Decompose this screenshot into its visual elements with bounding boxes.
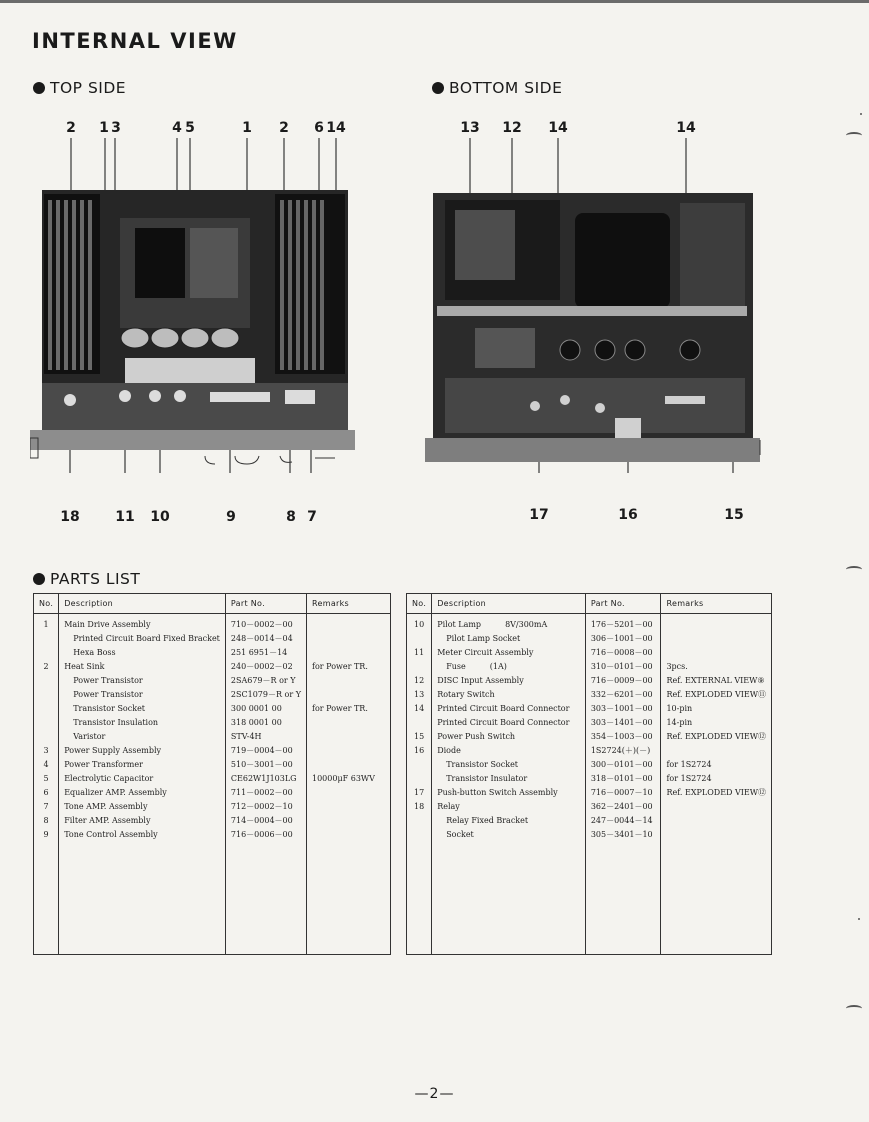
item-remarks bbox=[307, 799, 391, 813]
item-part-number: CE62W1J103LG bbox=[225, 771, 306, 785]
table-row bbox=[34, 659, 391, 673]
item-number: 3 bbox=[34, 743, 59, 757]
description-text: Equalizer AMP. Assembly bbox=[64, 787, 167, 797]
item-description bbox=[59, 757, 226, 771]
item-number: 5 bbox=[34, 771, 59, 785]
item-description bbox=[59, 785, 226, 799]
table-row bbox=[407, 785, 772, 799]
callout-number: 9 bbox=[226, 509, 236, 525]
item-number bbox=[407, 771, 432, 785]
callout-number: 16 bbox=[618, 507, 638, 523]
item-part-number: 362－2401－00 bbox=[585, 799, 661, 813]
description-text: Printed Circuit Board Connector bbox=[437, 703, 570, 713]
item-description bbox=[432, 827, 586, 841]
item-description bbox=[59, 659, 226, 673]
item-description bbox=[59, 743, 226, 757]
header-description: Description bbox=[59, 594, 226, 614]
description-text: Rotary Switch bbox=[437, 689, 495, 699]
item-part-number: 712－0002－10 bbox=[225, 799, 306, 813]
item-part-number: 176－5201－00 bbox=[585, 614, 661, 632]
item-remarks bbox=[307, 673, 391, 687]
table-row bbox=[34, 757, 391, 771]
table-row bbox=[34, 614, 391, 632]
description-text: Pilot Lamp Socket bbox=[446, 633, 521, 643]
item-description bbox=[59, 614, 226, 632]
table-header-row bbox=[34, 594, 391, 614]
description-text: Power Transformer bbox=[64, 759, 143, 769]
item-part-number: 310－0101－00 bbox=[585, 659, 661, 673]
table-row bbox=[407, 645, 772, 659]
item-description bbox=[432, 771, 586, 785]
item-description bbox=[59, 687, 226, 701]
description-text: Transistor Socket bbox=[73, 703, 146, 713]
item-description bbox=[59, 645, 226, 659]
description-text: Power Transistor bbox=[73, 675, 143, 685]
item-number bbox=[34, 729, 59, 743]
callout-number: 4 bbox=[172, 120, 182, 136]
table-header-row bbox=[407, 594, 772, 614]
table-row bbox=[407, 757, 772, 771]
item-remarks: for Power TR. bbox=[307, 659, 391, 673]
item-number: 18 bbox=[407, 799, 432, 813]
item-number bbox=[34, 687, 59, 701]
item-description bbox=[432, 673, 586, 687]
item-description bbox=[432, 799, 586, 813]
item-description bbox=[432, 743, 586, 757]
empty-cell bbox=[225, 841, 306, 955]
description-text: Diode bbox=[437, 745, 461, 755]
callout-number: 2 bbox=[279, 120, 289, 136]
item-remarks bbox=[661, 614, 772, 632]
item-part-number: 2SA679－R or Y bbox=[225, 673, 306, 687]
header-no: No. bbox=[34, 594, 59, 614]
table-row bbox=[407, 631, 772, 645]
item-number: 7 bbox=[34, 799, 59, 813]
item-part-number: 2SC1079－R or Y bbox=[225, 687, 306, 701]
item-description bbox=[432, 659, 586, 673]
item-part-number: 303－1401－00 bbox=[585, 715, 661, 729]
description-text: Transistor Insulation bbox=[73, 717, 159, 727]
item-number bbox=[407, 715, 432, 729]
item-remarks: 10-pin bbox=[661, 701, 772, 715]
item-number bbox=[34, 631, 59, 645]
item-number bbox=[34, 715, 59, 729]
item-part-number: 716－0006－00 bbox=[225, 827, 306, 841]
item-remarks bbox=[307, 631, 391, 645]
item-remarks bbox=[307, 715, 391, 729]
item-number: 11 bbox=[407, 645, 432, 659]
callout-number: 18 bbox=[60, 509, 80, 525]
item-part-number: 318 0001 00 bbox=[225, 715, 306, 729]
scan-speck bbox=[860, 113, 862, 115]
description-spec: 8V/300mA bbox=[505, 619, 548, 629]
item-remarks bbox=[307, 645, 391, 659]
item-remarks: 10000μF 63WV bbox=[307, 771, 391, 785]
bullet-icon bbox=[33, 573, 45, 585]
header-remarks: Remarks bbox=[307, 594, 391, 614]
item-part-number: 716－0008－00 bbox=[585, 645, 661, 659]
callout-number: 12 bbox=[502, 120, 522, 136]
page-number: —2— bbox=[414, 1086, 455, 1102]
bullet-icon bbox=[432, 82, 444, 94]
callout-number: 14 bbox=[548, 120, 568, 136]
bullet-icon bbox=[33, 82, 45, 94]
table-row bbox=[34, 743, 391, 757]
item-number: 12 bbox=[407, 673, 432, 687]
item-remarks bbox=[661, 813, 772, 827]
table-row bbox=[407, 813, 772, 827]
item-number: 4 bbox=[34, 757, 59, 771]
empty-cell bbox=[585, 841, 661, 955]
parts-table-right bbox=[406, 593, 772, 955]
item-description bbox=[59, 813, 226, 827]
item-number: 1 bbox=[34, 614, 59, 632]
item-part-number: 247－0044－14 bbox=[585, 813, 661, 827]
header-part-no: Part No. bbox=[225, 594, 306, 614]
item-description bbox=[59, 729, 226, 743]
item-remarks bbox=[661, 743, 772, 757]
item-part-number: STV-4H bbox=[225, 729, 306, 743]
item-remarks bbox=[661, 799, 772, 813]
item-remarks bbox=[307, 785, 391, 799]
table-row bbox=[407, 687, 772, 701]
item-part-number: 1S2724(＋)(－) bbox=[585, 743, 661, 757]
table-filler-row bbox=[34, 841, 391, 955]
page-title: INTERNAL VIEW bbox=[32, 29, 238, 53]
item-description bbox=[59, 799, 226, 813]
description-text: Transistor Insulator bbox=[446, 773, 528, 783]
description-text: Socket bbox=[446, 829, 474, 839]
header-part-no: Part No. bbox=[585, 594, 661, 614]
table-row bbox=[407, 729, 772, 743]
item-part-number: 710－0002－00 bbox=[225, 614, 306, 632]
callout-number: 7 bbox=[307, 509, 317, 525]
item-part-number: 714－0004－00 bbox=[225, 813, 306, 827]
header-description: Description bbox=[432, 594, 586, 614]
item-remarks: Ref. EXPLODED VIEW⑪ bbox=[661, 687, 772, 701]
item-number: 2 bbox=[34, 659, 59, 673]
item-remarks bbox=[307, 827, 391, 841]
description-text: Relay bbox=[437, 801, 460, 811]
description-text: Relay Fixed Bracket bbox=[446, 815, 529, 825]
table-row bbox=[34, 687, 391, 701]
table-row bbox=[34, 813, 391, 827]
table-row bbox=[34, 799, 391, 813]
item-remarks bbox=[661, 645, 772, 659]
table-row bbox=[407, 799, 772, 813]
bottom-side-photo bbox=[425, 138, 770, 473]
item-description bbox=[432, 757, 586, 771]
description-text: Fuse bbox=[446, 661, 466, 671]
item-part-number: 306－1001－00 bbox=[585, 631, 661, 645]
top-side-photo bbox=[30, 138, 370, 473]
table-row bbox=[34, 785, 391, 799]
item-part-number: 716－0007－10 bbox=[585, 785, 661, 799]
table-filler-row bbox=[407, 841, 772, 955]
scan-mark bbox=[846, 1005, 862, 1012]
table-row bbox=[407, 673, 772, 687]
table-row bbox=[34, 631, 391, 645]
table-row bbox=[34, 645, 391, 659]
item-remarks: Ref. EXTERNAL VIEW⑨ bbox=[661, 673, 772, 687]
description-text: Tone AMP. Assembly bbox=[64, 801, 148, 811]
item-number: 8 bbox=[34, 813, 59, 827]
top-side-heading bbox=[33, 79, 126, 97]
item-number bbox=[407, 631, 432, 645]
description-text: Meter Circuit Assembly bbox=[437, 647, 534, 657]
header-remarks: Remarks bbox=[661, 594, 772, 614]
item-number bbox=[34, 673, 59, 687]
item-description bbox=[432, 614, 586, 632]
description-text: Power Push Switch bbox=[437, 731, 516, 741]
item-description bbox=[432, 715, 586, 729]
item-remarks bbox=[307, 757, 391, 771]
table-row bbox=[407, 771, 772, 785]
item-description bbox=[432, 631, 586, 645]
empty-cell bbox=[34, 841, 59, 955]
item-part-number: 300－0101－00 bbox=[585, 757, 661, 771]
item-part-number: 510－3001－00 bbox=[225, 757, 306, 771]
description-text: Tone Control Assembly bbox=[64, 829, 158, 839]
empty-cell bbox=[307, 841, 391, 955]
description-text: Power Supply Assembly bbox=[64, 745, 162, 755]
item-number bbox=[34, 645, 59, 659]
callout-number: 8 bbox=[286, 509, 296, 525]
empty-cell bbox=[407, 841, 432, 955]
item-remarks: for 1S2724 bbox=[661, 771, 772, 785]
callout-number: 15 bbox=[724, 507, 744, 523]
description-text: Printed Circuit Board Connector bbox=[437, 717, 570, 727]
description-spec: (1A) bbox=[489, 661, 507, 671]
bottom-side-heading bbox=[432, 79, 562, 97]
item-part-number: 716－0009－00 bbox=[585, 673, 661, 687]
parts-list-heading bbox=[33, 570, 140, 588]
callout-number: 10 bbox=[150, 509, 170, 525]
item-remarks: for 1S2724 bbox=[661, 757, 772, 771]
item-number: 16 bbox=[407, 743, 432, 757]
item-remarks bbox=[307, 614, 391, 632]
table-row bbox=[34, 715, 391, 729]
empty-cell bbox=[432, 841, 586, 955]
header-no: No. bbox=[407, 594, 432, 614]
item-remarks bbox=[307, 813, 391, 827]
callout-number: 17 bbox=[529, 507, 549, 523]
callout-number: 3 bbox=[111, 120, 121, 136]
item-number: 15 bbox=[407, 729, 432, 743]
item-remarks: for Power TR. bbox=[307, 701, 391, 715]
table-row bbox=[407, 715, 772, 729]
table-row bbox=[407, 701, 772, 715]
description-text: Heat Sink bbox=[64, 661, 105, 671]
item-description bbox=[59, 827, 226, 841]
item-part-number: 305－3401－10 bbox=[585, 827, 661, 841]
item-number: 17 bbox=[407, 785, 432, 799]
top-rule bbox=[0, 0, 869, 3]
item-number bbox=[407, 813, 432, 827]
item-description bbox=[59, 771, 226, 785]
table-row bbox=[34, 771, 391, 785]
item-remarks: Ref. EXPLODED VIEW⑫ bbox=[661, 785, 772, 799]
description-text: Varistor bbox=[73, 731, 106, 741]
item-part-number: 240－0002－02 bbox=[225, 659, 306, 673]
item-number bbox=[407, 659, 432, 673]
item-remarks bbox=[307, 729, 391, 743]
item-description bbox=[59, 701, 226, 715]
item-part-number: 711－0002－00 bbox=[225, 785, 306, 799]
callout-number: 6 bbox=[314, 120, 324, 136]
callout-number: 2 bbox=[66, 120, 76, 136]
table-row bbox=[34, 673, 391, 687]
item-part-number: 354－1003－00 bbox=[585, 729, 661, 743]
item-description bbox=[432, 701, 586, 715]
table-row bbox=[34, 729, 391, 743]
item-description bbox=[432, 813, 586, 827]
callout-number: 14 bbox=[326, 120, 346, 136]
callout-number: 14 bbox=[676, 120, 696, 136]
item-part-number: 719－0004－00 bbox=[225, 743, 306, 757]
parts-table-left bbox=[33, 593, 391, 955]
item-part-number: 251 6951－14 bbox=[225, 645, 306, 659]
item-remarks bbox=[307, 687, 391, 701]
item-number: 13 bbox=[407, 687, 432, 701]
item-remarks bbox=[661, 827, 772, 841]
item-number bbox=[407, 827, 432, 841]
item-number bbox=[407, 757, 432, 771]
item-description bbox=[59, 715, 226, 729]
empty-cell bbox=[661, 841, 772, 955]
item-description bbox=[432, 729, 586, 743]
table-row bbox=[407, 827, 772, 841]
item-description bbox=[432, 687, 586, 701]
scan-speck bbox=[858, 918, 860, 920]
item-part-number: 248－0014－04 bbox=[225, 631, 306, 645]
item-number bbox=[34, 701, 59, 715]
description-text: Printed Circuit Board Fixed Bracket bbox=[73, 633, 220, 643]
scan-mark bbox=[846, 132, 862, 139]
empty-cell bbox=[59, 841, 226, 955]
item-remarks: 14-pin bbox=[661, 715, 772, 729]
item-remarks bbox=[307, 743, 391, 757]
table-row bbox=[407, 614, 772, 632]
table-row bbox=[407, 659, 772, 673]
item-number: 10 bbox=[407, 614, 432, 632]
item-remarks bbox=[661, 631, 772, 645]
item-number: 6 bbox=[34, 785, 59, 799]
callout-number: 5 bbox=[185, 120, 195, 136]
item-number: 9 bbox=[34, 827, 59, 841]
item-description bbox=[59, 631, 226, 645]
callout-number: 13 bbox=[460, 120, 480, 136]
item-part-number: 318－0101－00 bbox=[585, 771, 661, 785]
description-text: Power Transistor bbox=[73, 689, 143, 699]
scan-mark bbox=[846, 566, 862, 573]
description-text: DISC Input Assembly bbox=[437, 675, 524, 685]
description-text: Electrolytic Capacitor bbox=[64, 773, 154, 783]
callout-number: 1 bbox=[99, 120, 109, 136]
callout-number: 11 bbox=[115, 509, 135, 525]
table-row bbox=[407, 743, 772, 757]
item-number: 14 bbox=[407, 701, 432, 715]
item-remarks: Ref. EXPLODED VIEW⑫ bbox=[661, 729, 772, 743]
table-row bbox=[34, 827, 391, 841]
description-text: Transistor Socket bbox=[446, 759, 519, 769]
item-description bbox=[432, 785, 586, 799]
item-remarks: 3pcs. bbox=[661, 659, 772, 673]
description-text: Hexa Boss bbox=[73, 647, 116, 657]
item-description bbox=[432, 645, 586, 659]
item-part-number: 303－1001－00 bbox=[585, 701, 661, 715]
description-text: Filter AMP. Assembly bbox=[64, 815, 151, 825]
item-description bbox=[59, 673, 226, 687]
top-side-label: TOP SIDE bbox=[50, 79, 127, 97]
description-text: Main Drive Assembly bbox=[64, 619, 151, 629]
callout-number: 1 bbox=[242, 120, 252, 136]
table-row bbox=[34, 701, 391, 715]
parts-list-label: PARTS LIST bbox=[50, 570, 141, 588]
bottom-side-label: BOTTOM SIDE bbox=[449, 79, 563, 97]
description-text: Push-button Switch Assembly bbox=[437, 787, 558, 797]
item-part-number: 300 0001 00 bbox=[225, 701, 306, 715]
description-text: Pilot Lamp bbox=[437, 619, 482, 629]
item-part-number: 332－6201－00 bbox=[585, 687, 661, 701]
